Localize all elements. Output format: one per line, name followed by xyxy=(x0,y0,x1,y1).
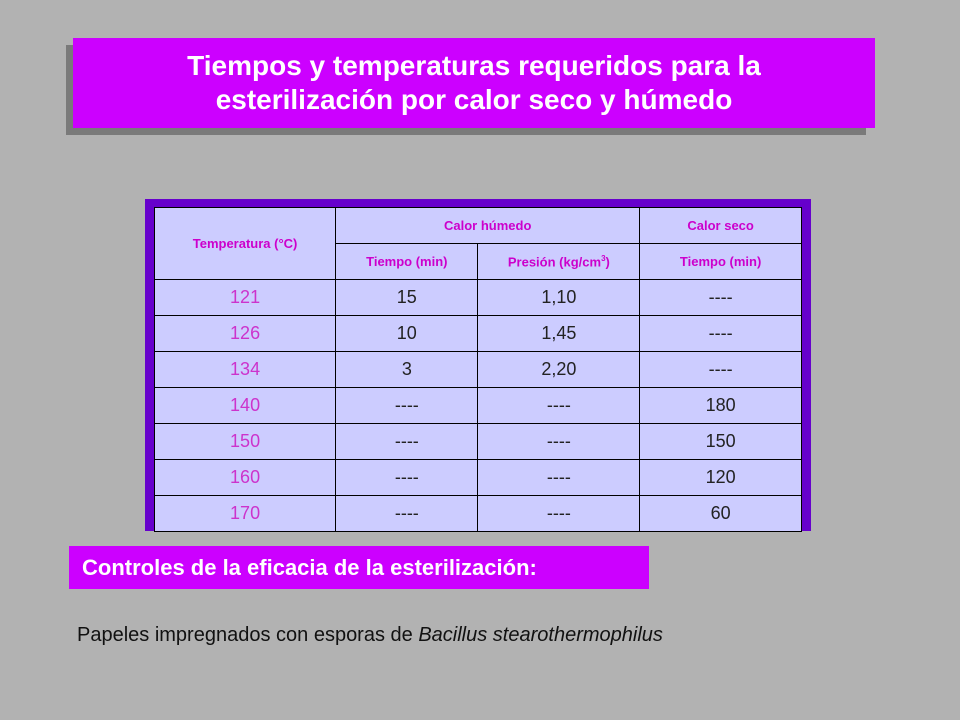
header-presion-close: ) xyxy=(605,254,610,270)
cell-temperature: 134 xyxy=(155,352,336,388)
section-heading: Controles de la eficacia de la esterilización: xyxy=(69,546,649,589)
cell-tiempo-seco: 60 xyxy=(640,496,802,532)
cell-presion: ---- xyxy=(478,496,640,532)
cell-temperature: 160 xyxy=(155,460,336,496)
header-presion xyxy=(478,244,640,280)
cell-temperature: 150 xyxy=(155,424,336,460)
cell-presion: ---- xyxy=(478,460,640,496)
cell-tiempo-seco: 150 xyxy=(640,424,802,460)
cell-tiempo-seco: 120 xyxy=(640,460,802,496)
header-calor-seco: Calor seco xyxy=(640,208,802,244)
cell-tiempo-humedo: 10 xyxy=(336,316,478,352)
cell-temperature: 170 xyxy=(155,496,336,532)
cell-presion: ---- xyxy=(478,388,640,424)
cell-temperature: 140 xyxy=(155,388,336,424)
table-row xyxy=(155,316,802,352)
sterilization-table xyxy=(154,207,802,532)
header-tiempo-humedo: Tiempo (min) xyxy=(336,244,478,280)
table-row xyxy=(155,388,802,424)
cell-tiempo-humedo: ---- xyxy=(336,424,478,460)
header-calor-humedo: Calor húmedo xyxy=(336,208,640,244)
cell-presion: 1,10 xyxy=(478,280,640,316)
slide-title xyxy=(73,38,875,128)
cell-tiempo-seco: ---- xyxy=(640,280,802,316)
table-row xyxy=(155,352,802,388)
cell-presion: ---- xyxy=(478,424,640,460)
sterilization-table-frame xyxy=(145,199,811,531)
cell-presion: 2,20 xyxy=(478,352,640,388)
cell-tiempo-seco: 180 xyxy=(640,388,802,424)
cell-tiempo-humedo: ---- xyxy=(336,496,478,532)
note-text xyxy=(77,624,663,647)
cell-tiempo-humedo: 15 xyxy=(336,280,478,316)
cell-presion: 1,45 xyxy=(478,316,640,352)
header-presion-exponent: 3 xyxy=(601,253,606,263)
table-row xyxy=(155,460,802,496)
cell-tiempo-humedo: 3 xyxy=(336,352,478,388)
title-line-2: esterilización por calor seco y húmedo xyxy=(215,84,733,115)
cell-tiempo-humedo: ---- xyxy=(336,460,478,496)
note-prefix: Papeles impregnados con esporas de xyxy=(77,624,419,646)
cell-temperature: 121 xyxy=(155,280,336,316)
header-temperature: Temperatura (°C) xyxy=(155,208,336,280)
note-species: Bacillus stearothermophilus xyxy=(418,624,663,646)
header-row-1 xyxy=(155,208,802,244)
table-row xyxy=(155,280,802,316)
cell-tiempo-humedo: ---- xyxy=(336,388,478,424)
header-presion-label: Presión (kg/cm xyxy=(507,254,602,270)
title-line-1: Tiempos y temperaturas requeridos para la xyxy=(187,50,761,81)
header-tiempo-seco: Tiempo (min) xyxy=(640,244,802,280)
cell-tiempo-seco: ---- xyxy=(640,316,802,352)
cell-tiempo-seco: ---- xyxy=(640,352,802,388)
cell-temperature: 126 xyxy=(155,316,336,352)
table-row xyxy=(155,496,802,532)
table-row xyxy=(155,424,802,460)
